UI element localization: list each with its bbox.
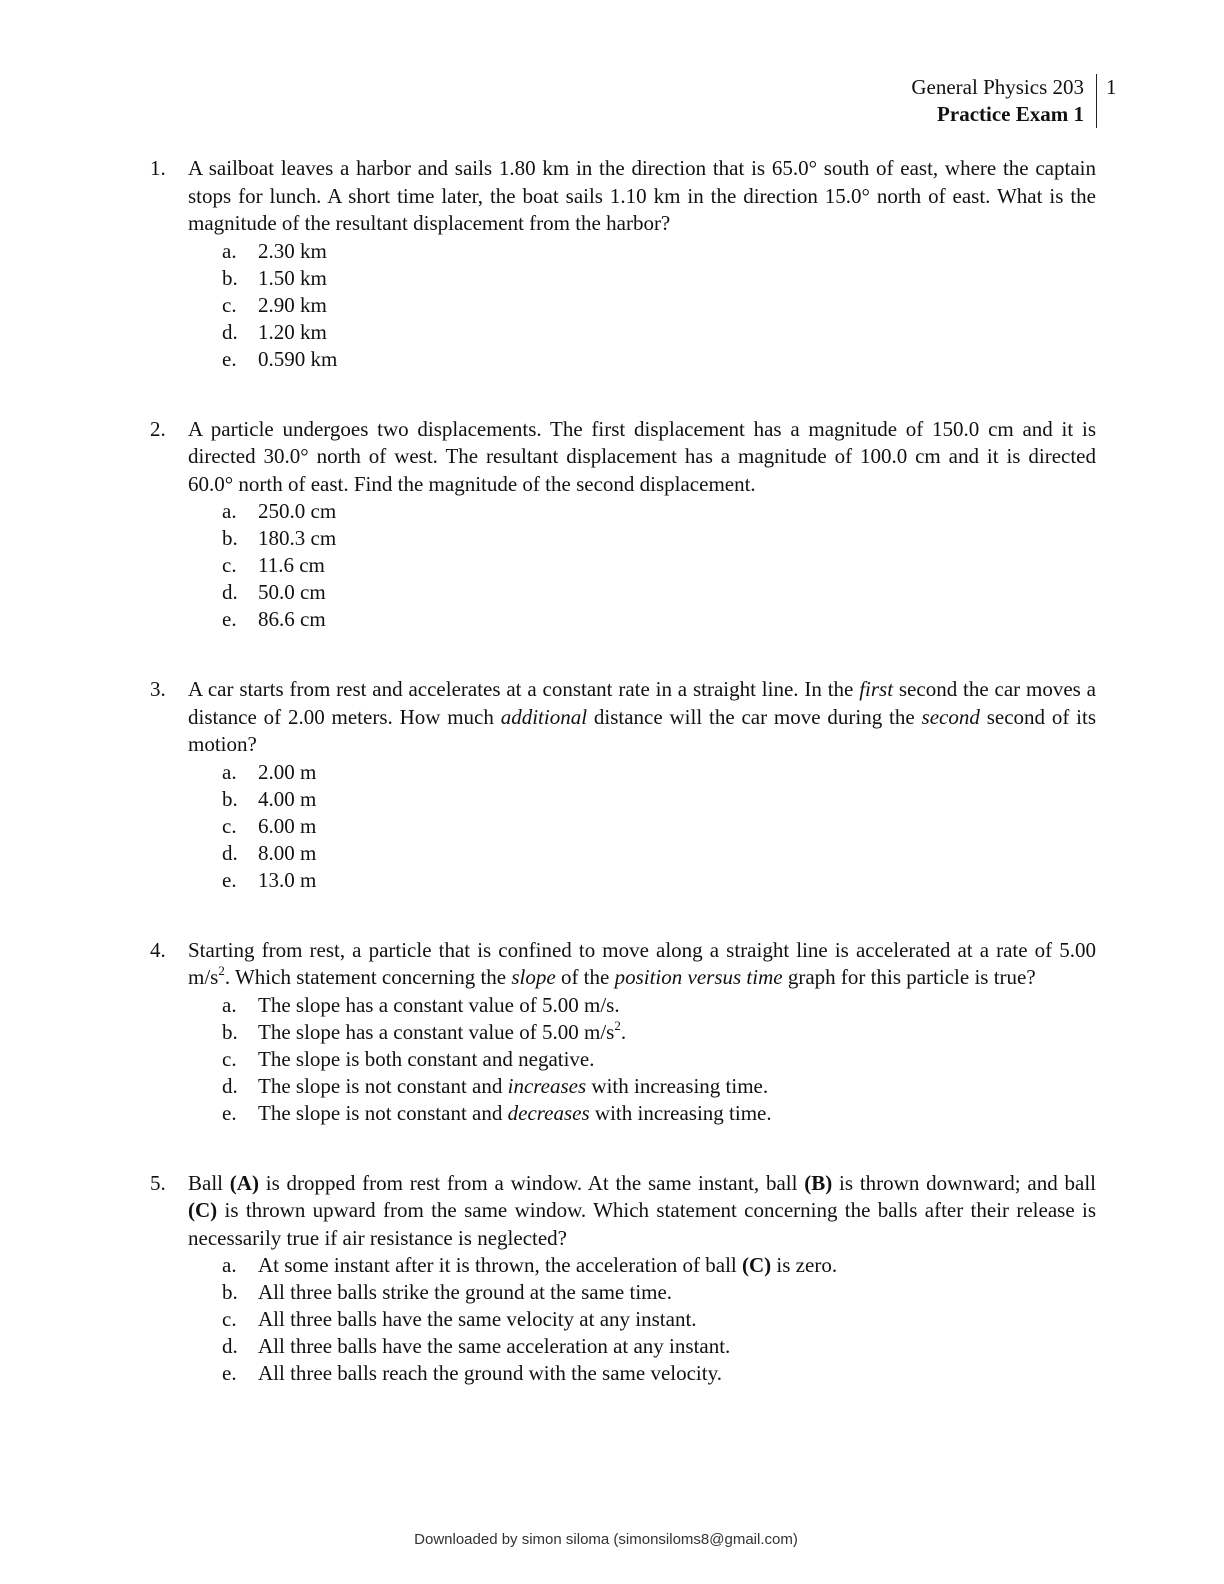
text-segment: 8.00 m: [258, 840, 317, 865]
text-segment: All three balls have the same acceleration at any instant.: [258, 1334, 731, 1358]
answer-option: [222, 579, 1096, 606]
text-segment: The slope has a constant value of 5.00 m/s.: [258, 992, 620, 1017]
text-segment: decreases: [507, 1100, 590, 1125]
text-segment: position versus time: [614, 965, 783, 989]
text-segment: second: [921, 704, 980, 729]
text-segment: graph for this particle is true?: [782, 965, 1036, 989]
answer-option: [222, 840, 1096, 867]
question-number: 1.: [150, 156, 166, 180]
option-letter: b.: [222, 1019, 238, 1044]
text-segment: 2: [614, 1017, 621, 1033]
text-segment: 180.3 cm: [258, 526, 337, 550]
question-stem: [188, 937, 1096, 992]
option-text: [258, 814, 316, 838]
option-text: [258, 993, 620, 1017]
answer-option: [222, 1073, 1096, 1100]
option-letter: b.: [222, 1280, 238, 1304]
text-segment: 2.30 km: [258, 238, 327, 263]
option-letter: c.: [222, 1046, 237, 1071]
text-segment: The slope is both constant and negative.: [258, 1046, 595, 1071]
text-segment: is thrown downward; and ball: [832, 1170, 1097, 1195]
question-1: [150, 155, 1096, 373]
question-3: [150, 676, 1096, 894]
answer-option: [222, 1046, 1096, 1073]
text-segment: first: [859, 677, 894, 701]
question-stem: [188, 416, 1096, 499]
option-text: [258, 347, 337, 371]
header-title-block: [911, 74, 1084, 128]
text-segment: 6.00 m: [258, 813, 317, 838]
text-segment: (A): [229, 1170, 259, 1195]
answer-options: [222, 498, 1096, 633]
answer-option: [222, 1100, 1096, 1127]
answer-option: [222, 292, 1096, 319]
download-footer: Downloaded by simon siloma (simonsiloms8@gmail.com): [414, 1531, 798, 1548]
option-letter: e.: [222, 1361, 237, 1385]
answer-option: [222, 1252, 1096, 1279]
question-number: 3.: [150, 677, 166, 701]
question-list: [150, 155, 1096, 1387]
text-segment: The slope has a constant value of 5.00 m/s: [258, 1019, 615, 1044]
question-number: 4.: [150, 937, 166, 962]
option-letter: d.: [222, 1073, 238, 1098]
text-segment: 86.6 cm: [258, 607, 326, 631]
text-segment: second of its motion?: [188, 704, 1096, 756]
option-text: [258, 553, 325, 577]
option-letter: c.: [222, 553, 237, 577]
text-segment: 1.20 km: [258, 319, 327, 344]
exam-title: Practice Exam 1: [937, 102, 1084, 126]
text-segment: is thrown upward from the same window. Which statement concerning the balls after their release is necessarily true if air resistance is neglected?: [188, 1198, 1096, 1250]
answer-option: [222, 759, 1096, 786]
answer-options: [222, 992, 1096, 1127]
option-text: [258, 1047, 595, 1071]
answer-options: [222, 759, 1096, 894]
option-letter: d.: [222, 840, 238, 865]
answer-option: [222, 265, 1096, 292]
answer-option: [222, 1360, 1096, 1387]
option-letter: c.: [222, 813, 237, 838]
option-letter: d.: [222, 319, 238, 344]
option-letter: a.: [222, 992, 237, 1017]
answer-option: [222, 1306, 1096, 1333]
text-segment: All three balls have the same velocity at any instant.: [258, 1307, 697, 1331]
option-letter: c.: [222, 292, 237, 317]
option-letter: e.: [222, 607, 237, 631]
text-segment: The slope is not constant and: [258, 1100, 508, 1125]
question-number: 2.: [150, 416, 166, 441]
option-text: [258, 1334, 730, 1358]
text-segment: A sailboat leaves a harbor and sails 1.80 km in the direction that is 65.0° south of east, where the captain stops for lunch. A short time later, the boat sails 1.10 km in the direction 15.0° north of east. What is the magnitude of the resultant displacement from the harbor?: [188, 156, 1096, 235]
answer-option: [222, 319, 1096, 346]
option-letter: e.: [222, 867, 237, 892]
header-divider: [1096, 74, 1097, 128]
text-segment: A car starts from rest and accelerates at a constant rate in a straight line. In the: [188, 677, 860, 701]
text-segment: Starting from rest, a particle that is confined to move along a straight line is accelerated at a rate of 5.00 m/s: [188, 937, 1096, 989]
option-text: [258, 787, 316, 811]
text-segment: All three balls strike the ground at the same time.: [258, 1280, 673, 1304]
text-segment: 2: [218, 963, 225, 978]
option-text: [258, 1017, 627, 1044]
text-segment: 2.90 km: [258, 292, 327, 317]
option-text: [258, 580, 326, 604]
text-segment: with increasing time.: [586, 1073, 769, 1098]
answer-option: [222, 1279, 1096, 1306]
answer-option: [222, 606, 1096, 633]
text-segment: 0.590 km: [258, 346, 338, 371]
text-segment: distance will the car move during the: [587, 704, 922, 729]
option-letter: d.: [222, 1334, 238, 1358]
page-number: 1: [1106, 75, 1117, 99]
text-segment: 2.00 m: [258, 759, 317, 784]
text-segment: 13.0 m: [258, 867, 317, 892]
option-text: [258, 1361, 722, 1385]
text-segment: of the: [555, 965, 615, 989]
option-letter: a.: [222, 759, 237, 784]
option-text: [258, 1101, 772, 1125]
text-segment: slope: [511, 965, 556, 989]
text-segment: increases: [507, 1073, 587, 1098]
answer-options: [222, 238, 1096, 373]
option-text: [258, 1074, 768, 1098]
option-text: [258, 760, 316, 784]
answer-option: [222, 525, 1096, 552]
option-letter: b.: [222, 526, 238, 550]
option-letter: a.: [222, 499, 237, 523]
option-letter: e.: [222, 346, 237, 371]
text-segment: (C): [188, 1198, 218, 1222]
text-segment: with increasing time.: [589, 1100, 772, 1125]
answer-option: [222, 346, 1096, 373]
text-segment: 50.0 cm: [258, 580, 326, 604]
text-segment: (C): [742, 1253, 772, 1277]
answer-option: [222, 1019, 1096, 1046]
answer-option: [222, 992, 1096, 1019]
question-4: [150, 937, 1096, 1127]
answer-option: [222, 1333, 1096, 1360]
option-letter: c.: [222, 1307, 237, 1331]
text-segment: 11.6 cm: [258, 553, 325, 577]
answer-option: [222, 498, 1096, 525]
text-segment: All three balls reach the ground with the same velocity.: [258, 1361, 722, 1385]
text-segment: is zero.: [771, 1253, 838, 1277]
option-letter: a.: [222, 238, 237, 263]
option-text: [258, 499, 336, 523]
answer-option: [222, 813, 1096, 840]
option-letter: d.: [222, 580, 238, 604]
text-segment: 1.50 km: [258, 265, 327, 290]
option-text: [258, 607, 326, 631]
option-text: [258, 239, 327, 263]
text-segment: The slope is not constant and: [258, 1073, 508, 1098]
option-letter: b.: [222, 265, 238, 290]
option-text: [258, 841, 316, 865]
option-text: [258, 1307, 697, 1331]
option-text: [258, 1253, 837, 1277]
question-stem: [188, 155, 1096, 238]
answer-option: [222, 238, 1096, 265]
text-segment: is dropped from rest from a window. At the same instant, ball: [258, 1170, 805, 1195]
answer-option: [222, 867, 1096, 894]
option-text: [258, 320, 327, 344]
text-segment: .: [620, 1019, 627, 1044]
option-letter: a.: [222, 1253, 237, 1277]
text-segment: additional: [500, 704, 588, 729]
text-segment: 250.0 cm: [258, 499, 337, 523]
text-segment: second the car moves a distance of 2.00 meters. How much: [188, 677, 1096, 729]
option-letter: b.: [222, 786, 238, 811]
question-number: 5.: [150, 1170, 166, 1195]
answer-option: [222, 552, 1096, 579]
question-stem: [188, 676, 1096, 759]
option-letter: e.: [222, 1100, 237, 1125]
question-5: [150, 1170, 1096, 1388]
option-text: [258, 868, 316, 892]
text-segment: . Which statement concerning the: [224, 965, 512, 989]
text-segment: 4.00 m: [258, 786, 317, 811]
question-stem: [188, 1170, 1096, 1253]
option-text: [258, 293, 327, 317]
answer-options: [222, 1252, 1096, 1387]
answer-option: [222, 786, 1096, 813]
text-segment: A particle undergoes two displacements. The first displacement has a magnitude of 150.0 cm and it is directed 30.0° north of west. The resultant displacement has a magnitude of 100.0 cm and it is directed 60.0° north of east. Find the magnitude of the second displacement.: [188, 416, 1096, 496]
question-2: [150, 416, 1096, 634]
text-segment: At some instant after it is thrown, the acceleration of ball: [258, 1253, 743, 1277]
option-text: [258, 1280, 672, 1304]
text-segment: Ball: [188, 1170, 230, 1195]
text-segment: (B): [804, 1170, 833, 1195]
course-title: General Physics 203: [911, 75, 1084, 99]
option-text: [258, 526, 336, 550]
option-text: [258, 266, 327, 290]
